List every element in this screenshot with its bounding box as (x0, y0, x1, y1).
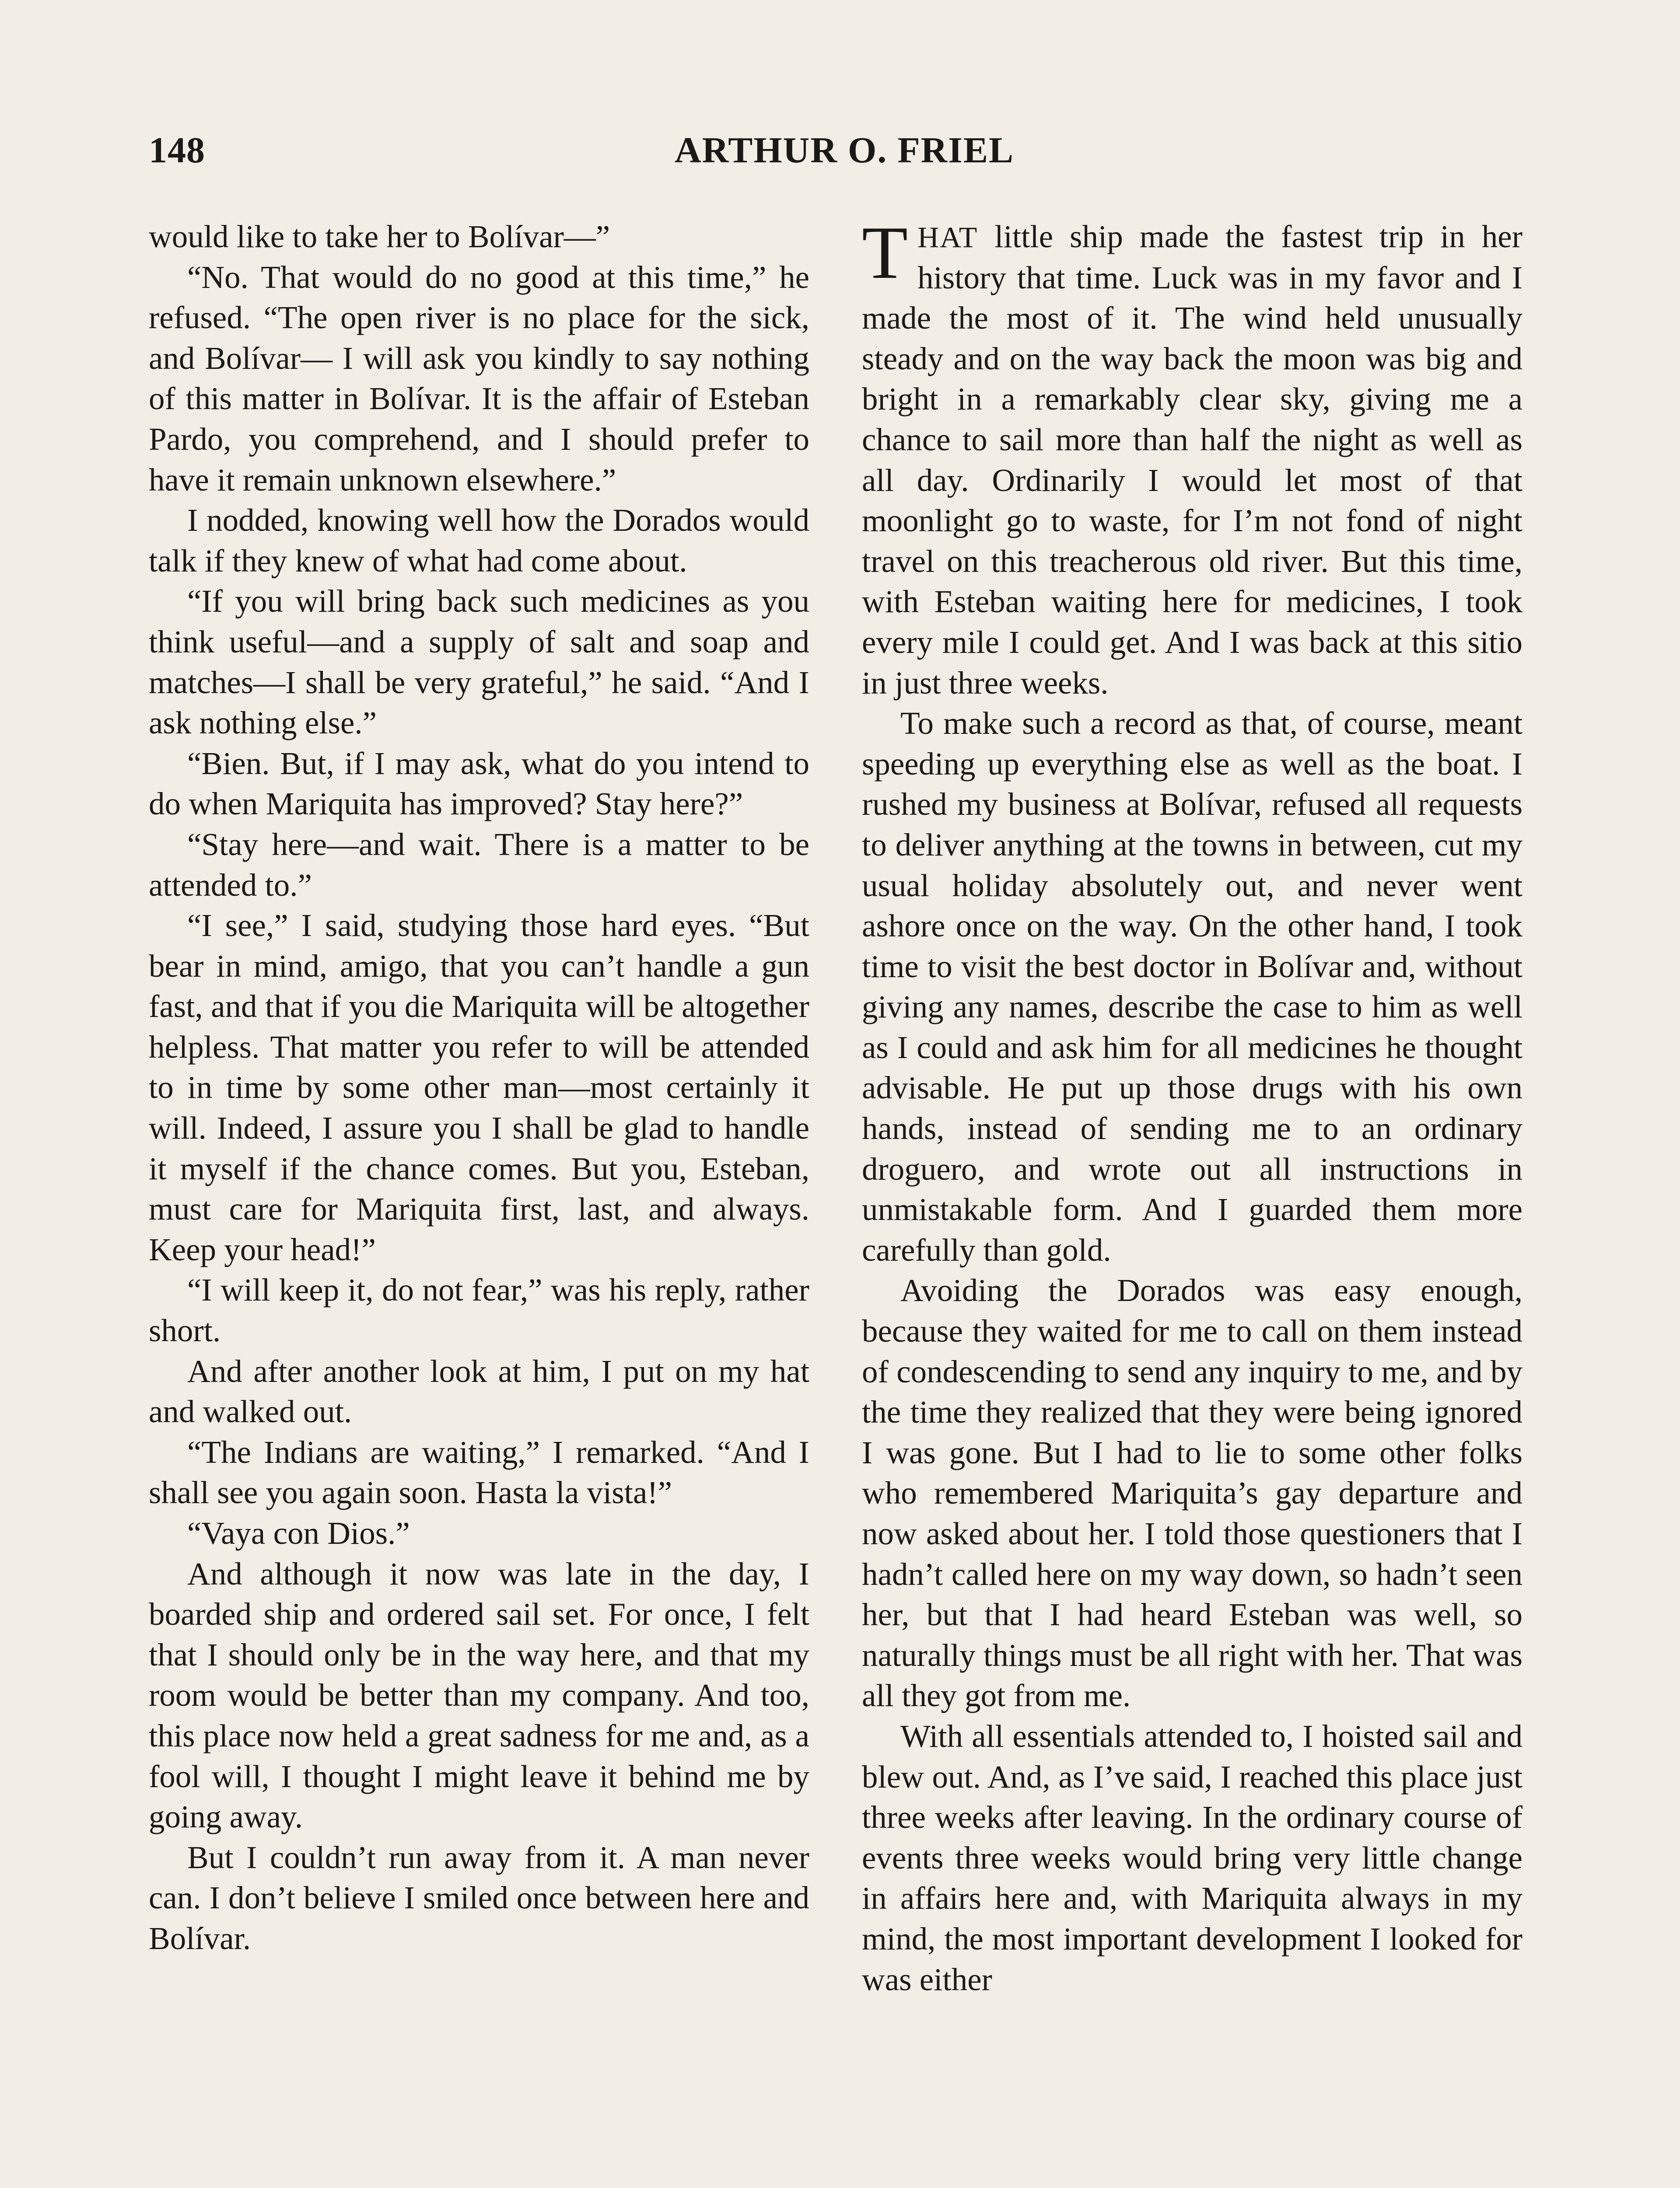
paragraph: “Bien. But, if I may ask, what do you intend to do when Mariquita has improved? Stay here?” (149, 745, 809, 822)
paragraph: To make such a record as that, of course, meant speeding up everything else as well as the boat. I rushed my business at Bolívar, refused all requests to deliver anything at the towns in between, cut my usual holiday absolutely out, and never went ashore once on the way. On the other hand, I took time to visit the best doctor in Bolívar and, without giving any names, describe the case to him as well as I could and ask him for all medicines he thought advisable. He put up those drugs with his own hands, instead of sending me to an ordinary droguero, and wrote out all instructions in unmistakable form. And I guarded them more carefully than gold. (862, 705, 1522, 1268)
paragraph: “I see,” I said, studying those hard eyes. “But bear in mind, amigo, that you can’t handle a gun fast, and that if you die Mariquita will be altogether helpless. That matter you refer to will be attended to in time by some other man—most certainly it will. Indeed, I assure you I shall be glad to handle it myself if the chance comes. But you, Esteban, must care for Mariquita first, last, and always. Keep your head!” (149, 908, 809, 1267)
paragraph: “Stay here—and wait. There is a matter to be attended to.” (149, 826, 809, 903)
paragraph: And although it now was late in the day, I boarded ship and ordered sail set. For once, I felt that I should only be in the way here, and that my room would be better than my company. And too, this place now held a great sadness for me and, as a fool will, I thought I might leave it behind me by going away. (149, 1556, 809, 1835)
paragraph: “Vaya con Dios.” (187, 1515, 410, 1551)
opening-paragraph (862, 211, 1522, 703)
paragraph: “If you will bring back such medicines as you think useful—and a supply of salt and soap and matches—I shall be very grateful,” he said. “And I ask nothing else.” (149, 583, 809, 741)
drop-cap: T (862, 211, 908, 295)
paragraph: “The Indians are waiting,” I remarked. “And I shall see you again soon. Hasta la vista!” (149, 1434, 809, 1511)
running-head: ARTHUR O. FRIEL (674, 130, 1015, 171)
page-header (149, 129, 1540, 182)
paragraph: And after another look at him, I put on my hat and walked out. (149, 1353, 809, 1430)
paragraph: “No. That would do no good at this time,” he refused. “The open river is no place for the sick, and Bolívar— I will ask you kindly to say nothing of this matter in Bolívar. It is the affair of Esteban Pardo, you comprehend, and I should prefer to have it remain unknown elsewhere.” (149, 259, 809, 498)
lead-in: HAT (917, 221, 978, 254)
paragraph-text: little ship made the fastest trip in her history that time. Luck was in my favor and I made the most of it. The wind held unusually steady and on the way back the moon was big and bright in a remarkably clear sky, giving me a chance to sail more than half the night as well as all day. Ordinarily I would let most of that moonlight go to waste, for I’m not fond of night travel on this treacherous old river. But this time, with Esteban waiting here for medicines, I took every mile I could get. And I was back at this sitio in just three weeks. (862, 219, 1522, 701)
left-column (149, 217, 809, 1959)
paragraph: With all essentials attended to, I hoisted sail and blew out. And, as I’ve said, I reached this place just three weeks after leaving. In the ordinary course of events three weeks would bring very little change in affairs here and, with Mariquita always in my mind, the most important development I looked for was either (862, 1718, 1522, 1997)
paragraph: would like to take her to Bolívar—” (149, 219, 610, 254)
paragraph: Avoiding the Dorados was easy enough, because they waited for me to call on them instead of condescending to send any inquiry to me, and by the time they realized that they were being ignored I was gone. But I had to lie to some other folks who remembered Mariquita’s gay departure and now asked about her. I told those questioners that I hadn’t called here on my way down, so hadn’t seen her, but that I had heard Esteban was well, so naturally things must be all right with her. That was all they got from me. (862, 1273, 1522, 1714)
paragraph: But I couldn’t run away from it. A man never can. I don’t believe I smiled once between here and Bolívar. (149, 1839, 809, 1956)
right-column (862, 211, 1522, 2000)
paragraph: “I will keep it, do not fear,” was his reply, rather short. (149, 1272, 809, 1349)
page-number: 148 (149, 130, 205, 171)
paragraph: I nodded, knowing well how the Dorados would talk if they knew of what had come about. (149, 502, 809, 579)
